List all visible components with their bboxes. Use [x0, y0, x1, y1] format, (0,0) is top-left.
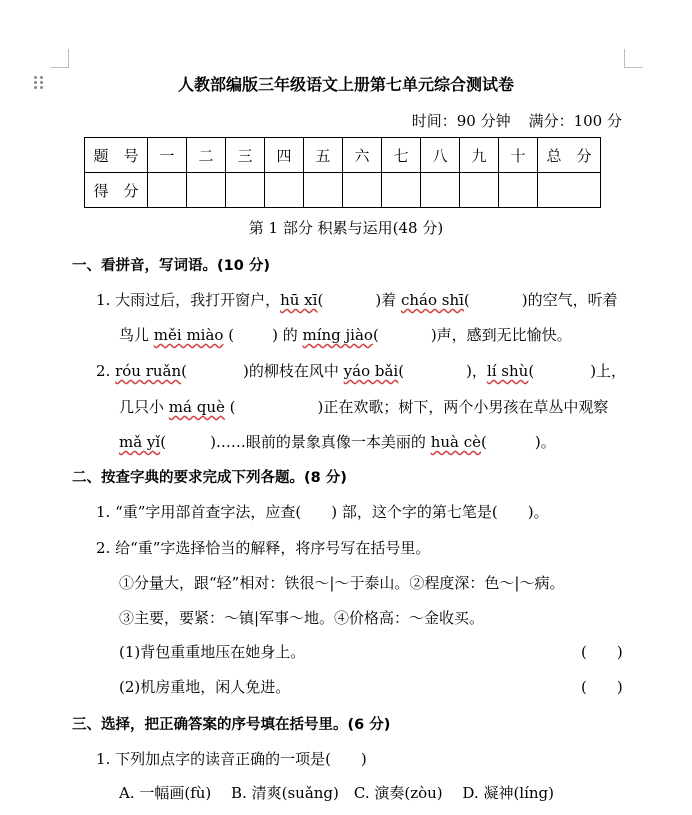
question-line: (2)机房重地，闲人免进。 — [119, 678, 291, 696]
score-cell[interactable] — [499, 173, 538, 208]
pinyin-text: má què — [168, 398, 225, 416]
score-header-cell: 四 — [265, 138, 304, 173]
answer-paren[interactable]: ( ) — [581, 678, 623, 696]
score-header-cell: 六 — [343, 138, 382, 173]
section-heading: 三、选择，把正确答案的序号填在括号里。(6 分) — [72, 717, 391, 733]
score-cell[interactable] — [148, 173, 187, 208]
score-table-header-row — [85, 138, 601, 173]
time-info — [412, 110, 622, 131]
score-cell[interactable] — [421, 173, 460, 208]
definition-line: ③主要，要紧：～镇|军事～地。④价格高：～金收买。 — [119, 609, 485, 627]
score-header-cell: 二 — [187, 138, 226, 173]
question-line: 2. róu ruǎn( )的柳枝在风中 yáo bǎi( )，lí shù( )上， — [96, 362, 627, 380]
pinyin-text: cháo shī — [400, 291, 464, 309]
question-line: mǎ yǐ( )……眼前的景象真像一本美丽的 huà cè( )。 — [119, 433, 556, 451]
score-cell-total[interactable] — [538, 173, 601, 208]
section-heading: 一、看拼音，写词语。(10 分) — [72, 258, 270, 274]
score-header-cell: 三 — [226, 138, 265, 173]
score-header-cell: 题 号 — [85, 138, 148, 173]
pinyin-text: lí shù — [486, 362, 529, 380]
crop-mark-top-right — [624, 49, 643, 68]
pinyin-text: měi miào — [153, 326, 224, 344]
question-line: 1. 下列加点字的读音正确的一项是( ) — [96, 750, 367, 768]
question-line: (1)背包重重地压在她身上。 — [119, 643, 306, 661]
score-cell[interactable] — [343, 173, 382, 208]
pinyin-text: yáo bǎi — [343, 362, 399, 380]
section-heading: 二、按查字典的要求完成下列各题。(8 分) — [72, 470, 347, 486]
exam-time: 时间：90 分钟 — [411, 112, 511, 130]
score-cell[interactable] — [226, 173, 265, 208]
score-header-cell: 总 分 — [538, 138, 601, 173]
score-cell[interactable] — [187, 173, 226, 208]
pinyin-text: mǎ yǐ — [119, 433, 161, 451]
answer-paren[interactable]: ( ) — [581, 643, 623, 661]
score-row-label: 得 分 — [85, 173, 148, 208]
question-line: 鸟儿 měi miào ( ) 的 míng jiào( )声，感到无比愉快。 — [119, 326, 572, 344]
pinyin-text: hū xī — [280, 291, 318, 309]
score-cell[interactable] — [460, 173, 499, 208]
score-header-cell: 九 — [460, 138, 499, 173]
part-heading: 第 1 部分 积累与运用(48 分) — [248, 219, 444, 237]
definition-line: ①分量大，跟“轻”相对：铁很～|～于泰山。②程度深：色～|～病。 — [119, 574, 565, 592]
score-header-cell: 十 — [499, 138, 538, 173]
crop-mark-top-left — [50, 49, 69, 68]
options-line: A. 一幅画(fù) B. 清爽(suǎng) C. 演奏(zòu) D. 凝神(líng) — [119, 784, 555, 802]
exam-full-score: 满分：100 分 — [528, 112, 622, 130]
score-header-cell: 七 — [382, 138, 421, 173]
score-cell[interactable] — [265, 173, 304, 208]
score-header-cell: 一 — [148, 138, 187, 173]
pinyin-text: míng jiào — [302, 326, 373, 344]
pinyin-text: huà cè — [430, 433, 482, 451]
score-cell[interactable] — [382, 173, 421, 208]
question-line: 2. 给“重”字选择恰当的解释，将序号写在括号里。 — [96, 539, 431, 557]
question-line: 1. “重”字用部首查字法，应查( ) 部，这个字的第七笔是( )。 — [96, 503, 549, 521]
pinyin-text: róu ruǎn — [115, 362, 182, 380]
score-header-cell: 八 — [421, 138, 460, 173]
score-header-cell: 五 — [304, 138, 343, 173]
score-table — [84, 137, 601, 208]
question-line: 几只小 má què ( )正在欢歌；树下，两个小男孩在草丛中观察 — [119, 398, 609, 416]
score-table-score-row — [85, 173, 601, 208]
question-line: 1. 大雨过后，我打开窗户，hū xī( )着 cháo shī( )的空气，听着 — [96, 291, 618, 309]
score-cell[interactable] — [304, 173, 343, 208]
page-title: 人教部编版三年级语文上册第七单元综合测试卷 — [177, 75, 514, 94]
